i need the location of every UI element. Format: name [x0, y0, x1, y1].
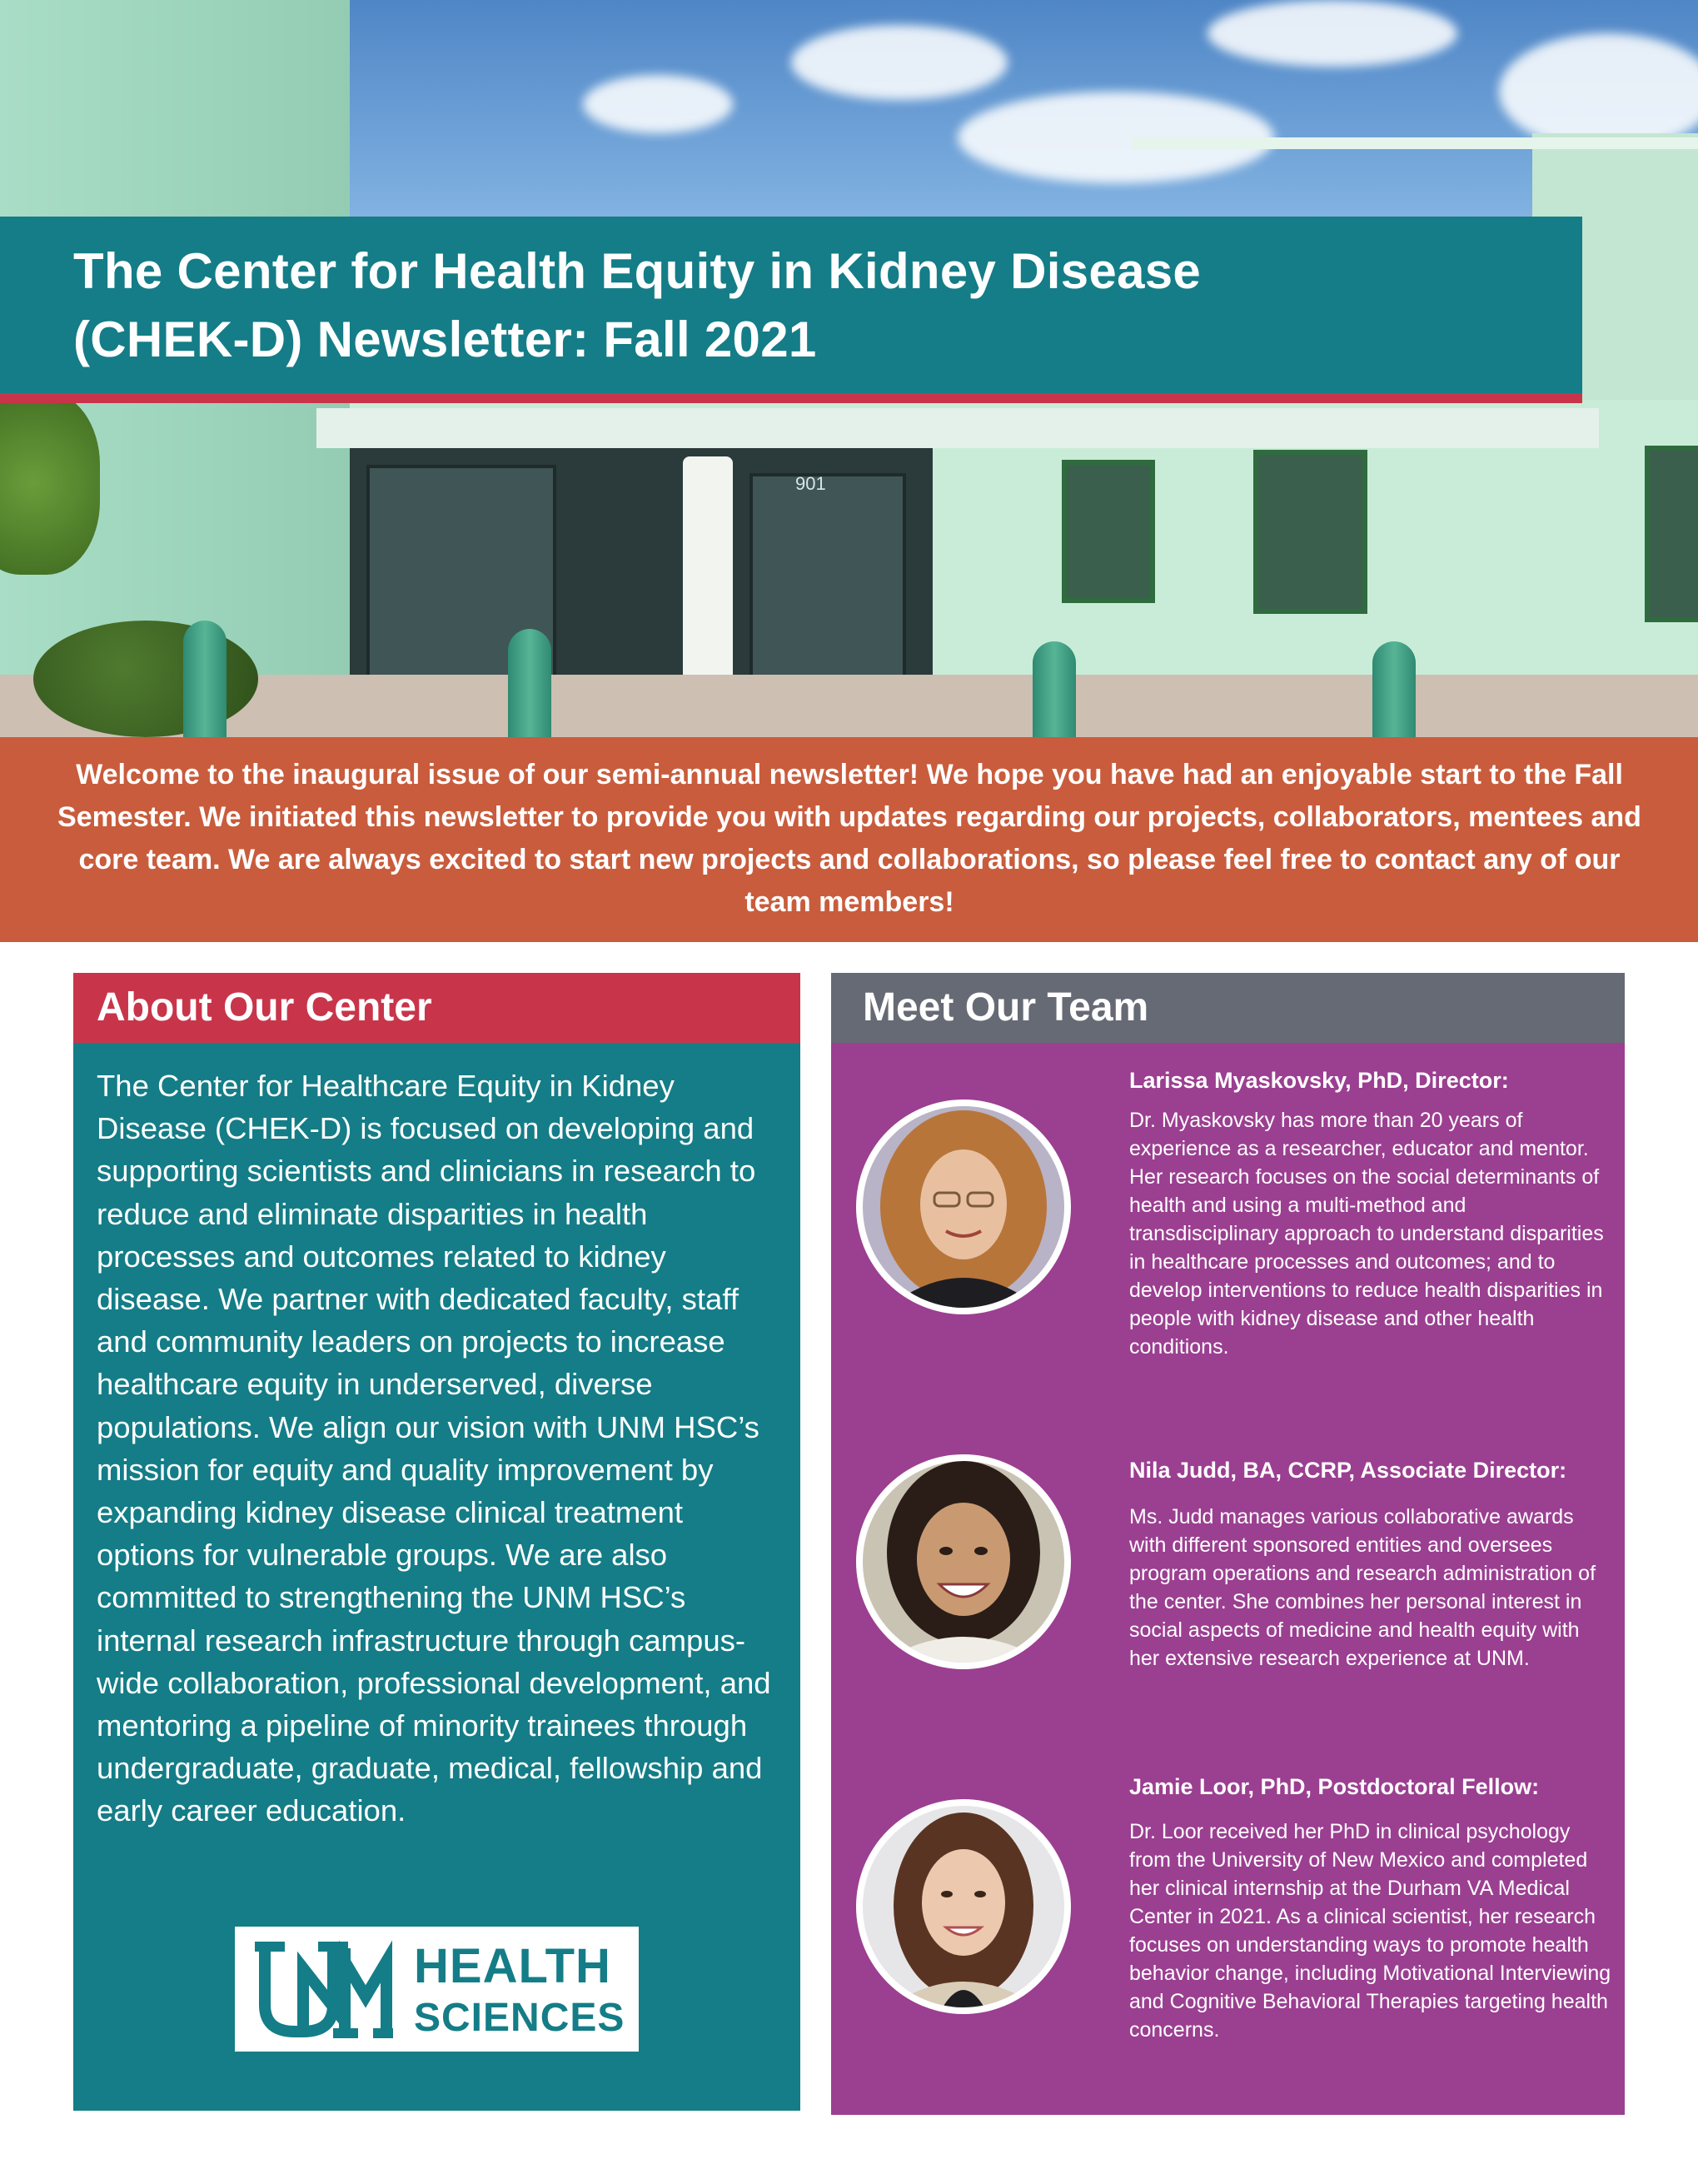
building-number: 901	[795, 473, 826, 494]
member-photo-judd	[856, 1454, 1071, 1669]
logo-text-health: HEALTH	[414, 1939, 611, 1993]
welcome-banner	[0, 737, 1698, 942]
member-bio: Dr. Myaskovsky has more than 20 years of experience as a researcher, educator and mentor. Her research focuses on the social determinants of health and using a multi-method and transdisciplinary approach to understand disparities in healthcare processes and outcomes; and to develop interventions to reduce health disparities in people with kidney disease and other health conditions.	[1129, 1109, 1604, 1359]
entrance-pillar	[683, 456, 733, 706]
cloud	[1499, 33, 1698, 150]
unm-health-sciences-logo	[235, 1927, 639, 2052]
team-header	[831, 973, 1625, 1043]
bollard	[183, 621, 227, 737]
member-bio: Ms. Judd manages various collaborative awards with different sponsored entities and oversees program operations and research administration of the center. She combines her personal interest in social aspects of medicine and health equity with her extensive research experience at UNM.	[1129, 1505, 1596, 1670]
portrait	[863, 1806, 1064, 2007]
member-photo-loor	[856, 1799, 1071, 2014]
cloud	[1208, 0, 1457, 67]
building-entrance	[350, 448, 933, 698]
building-roofline	[1133, 137, 1698, 149]
bollard	[1372, 641, 1416, 737]
member-name: Nila Judd, BA, CCRP, Associate Director:	[1129, 1458, 1567, 1483]
unm-logo-icon	[253, 1938, 395, 2040]
cloud	[791, 25, 1008, 100]
about-text: The Center for Healthcare Equity in Kidney Disease (CHEK-D) is focused on developing and supporting scientists and clinicians in research to reduce and eliminate disparities in health processes and outcomes related to kidney disease. We partner with dedicated faculty, staff and community leaders on projects to increase healthcare equity in underserved, diverse populations. We align our vision with UNM HSC’s mission for equity and quality improvement by expanding kidney disease clinical treatment options for vulnerable groups. We are also committed to strengthening the UNM HSC’s internal research infrastructure through campus-wide collaboration, professional development, and mentoring a pipeline of minority trainees through undergraduate, graduate, medical, fellowship and early career education.	[97, 1069, 771, 1828]
building-window	[1062, 460, 1155, 603]
newsletter-title	[73, 237, 1539, 374]
member-bio: Dr. Loor received her PhD in clinical psychology from the University of New Mexico and completed her clinical internship at the Durham VA Medical Center in 2021. As a clinical scientist, her research focuses on understanding ways to promote health behavior change, including Motivational Interviewing and Cognitive Behavioral Therapies targeting health concerns.	[1129, 1820, 1611, 2042]
member-name: Jamie Loor, PhD, Postdoctoral Fellow:	[1129, 1774, 1540, 1799]
entrance-door	[749, 473, 906, 696]
title-accent-stripe	[0, 393, 1582, 403]
member-name: Larissa Myaskovsky, PhD, Director:	[1129, 1068, 1509, 1093]
member-photo-myaskovsky	[856, 1099, 1071, 1314]
bollard	[1033, 641, 1076, 737]
cloud	[583, 75, 733, 133]
building-window	[1645, 446, 1698, 622]
portrait	[863, 1106, 1064, 1308]
title-line-1: The Center for Health Equity in Kidney Disease	[73, 243, 1202, 299]
tree	[0, 391, 100, 575]
team-heading: Meet Our Team	[863, 985, 1149, 1030]
team-panel	[831, 1043, 1625, 2115]
building-overhang	[316, 408, 1599, 448]
about-header	[73, 973, 800, 1043]
welcome-text: Welcome to the inaugural issue of our semi-annual newsletter! We hope you have had an enjoyable start to the Fall Semester. We initiated this newsletter to provide you with updates regarding our projects, collaborators, mentees and core team. We are always excited to start new projects and collaborations, so please feel free to contact any of our team members!	[57, 759, 1641, 918]
bollard	[508, 629, 551, 737]
logo-text-sciences: SCIENCES	[414, 1996, 625, 2040]
about-heading: About Our Center	[97, 985, 432, 1030]
building-window	[1253, 450, 1367, 614]
about-panel	[73, 1043, 800, 2111]
title-line-2: (CHEK-D) Newsletter: Fall 2021	[73, 312, 817, 367]
portrait	[863, 1461, 1064, 1663]
